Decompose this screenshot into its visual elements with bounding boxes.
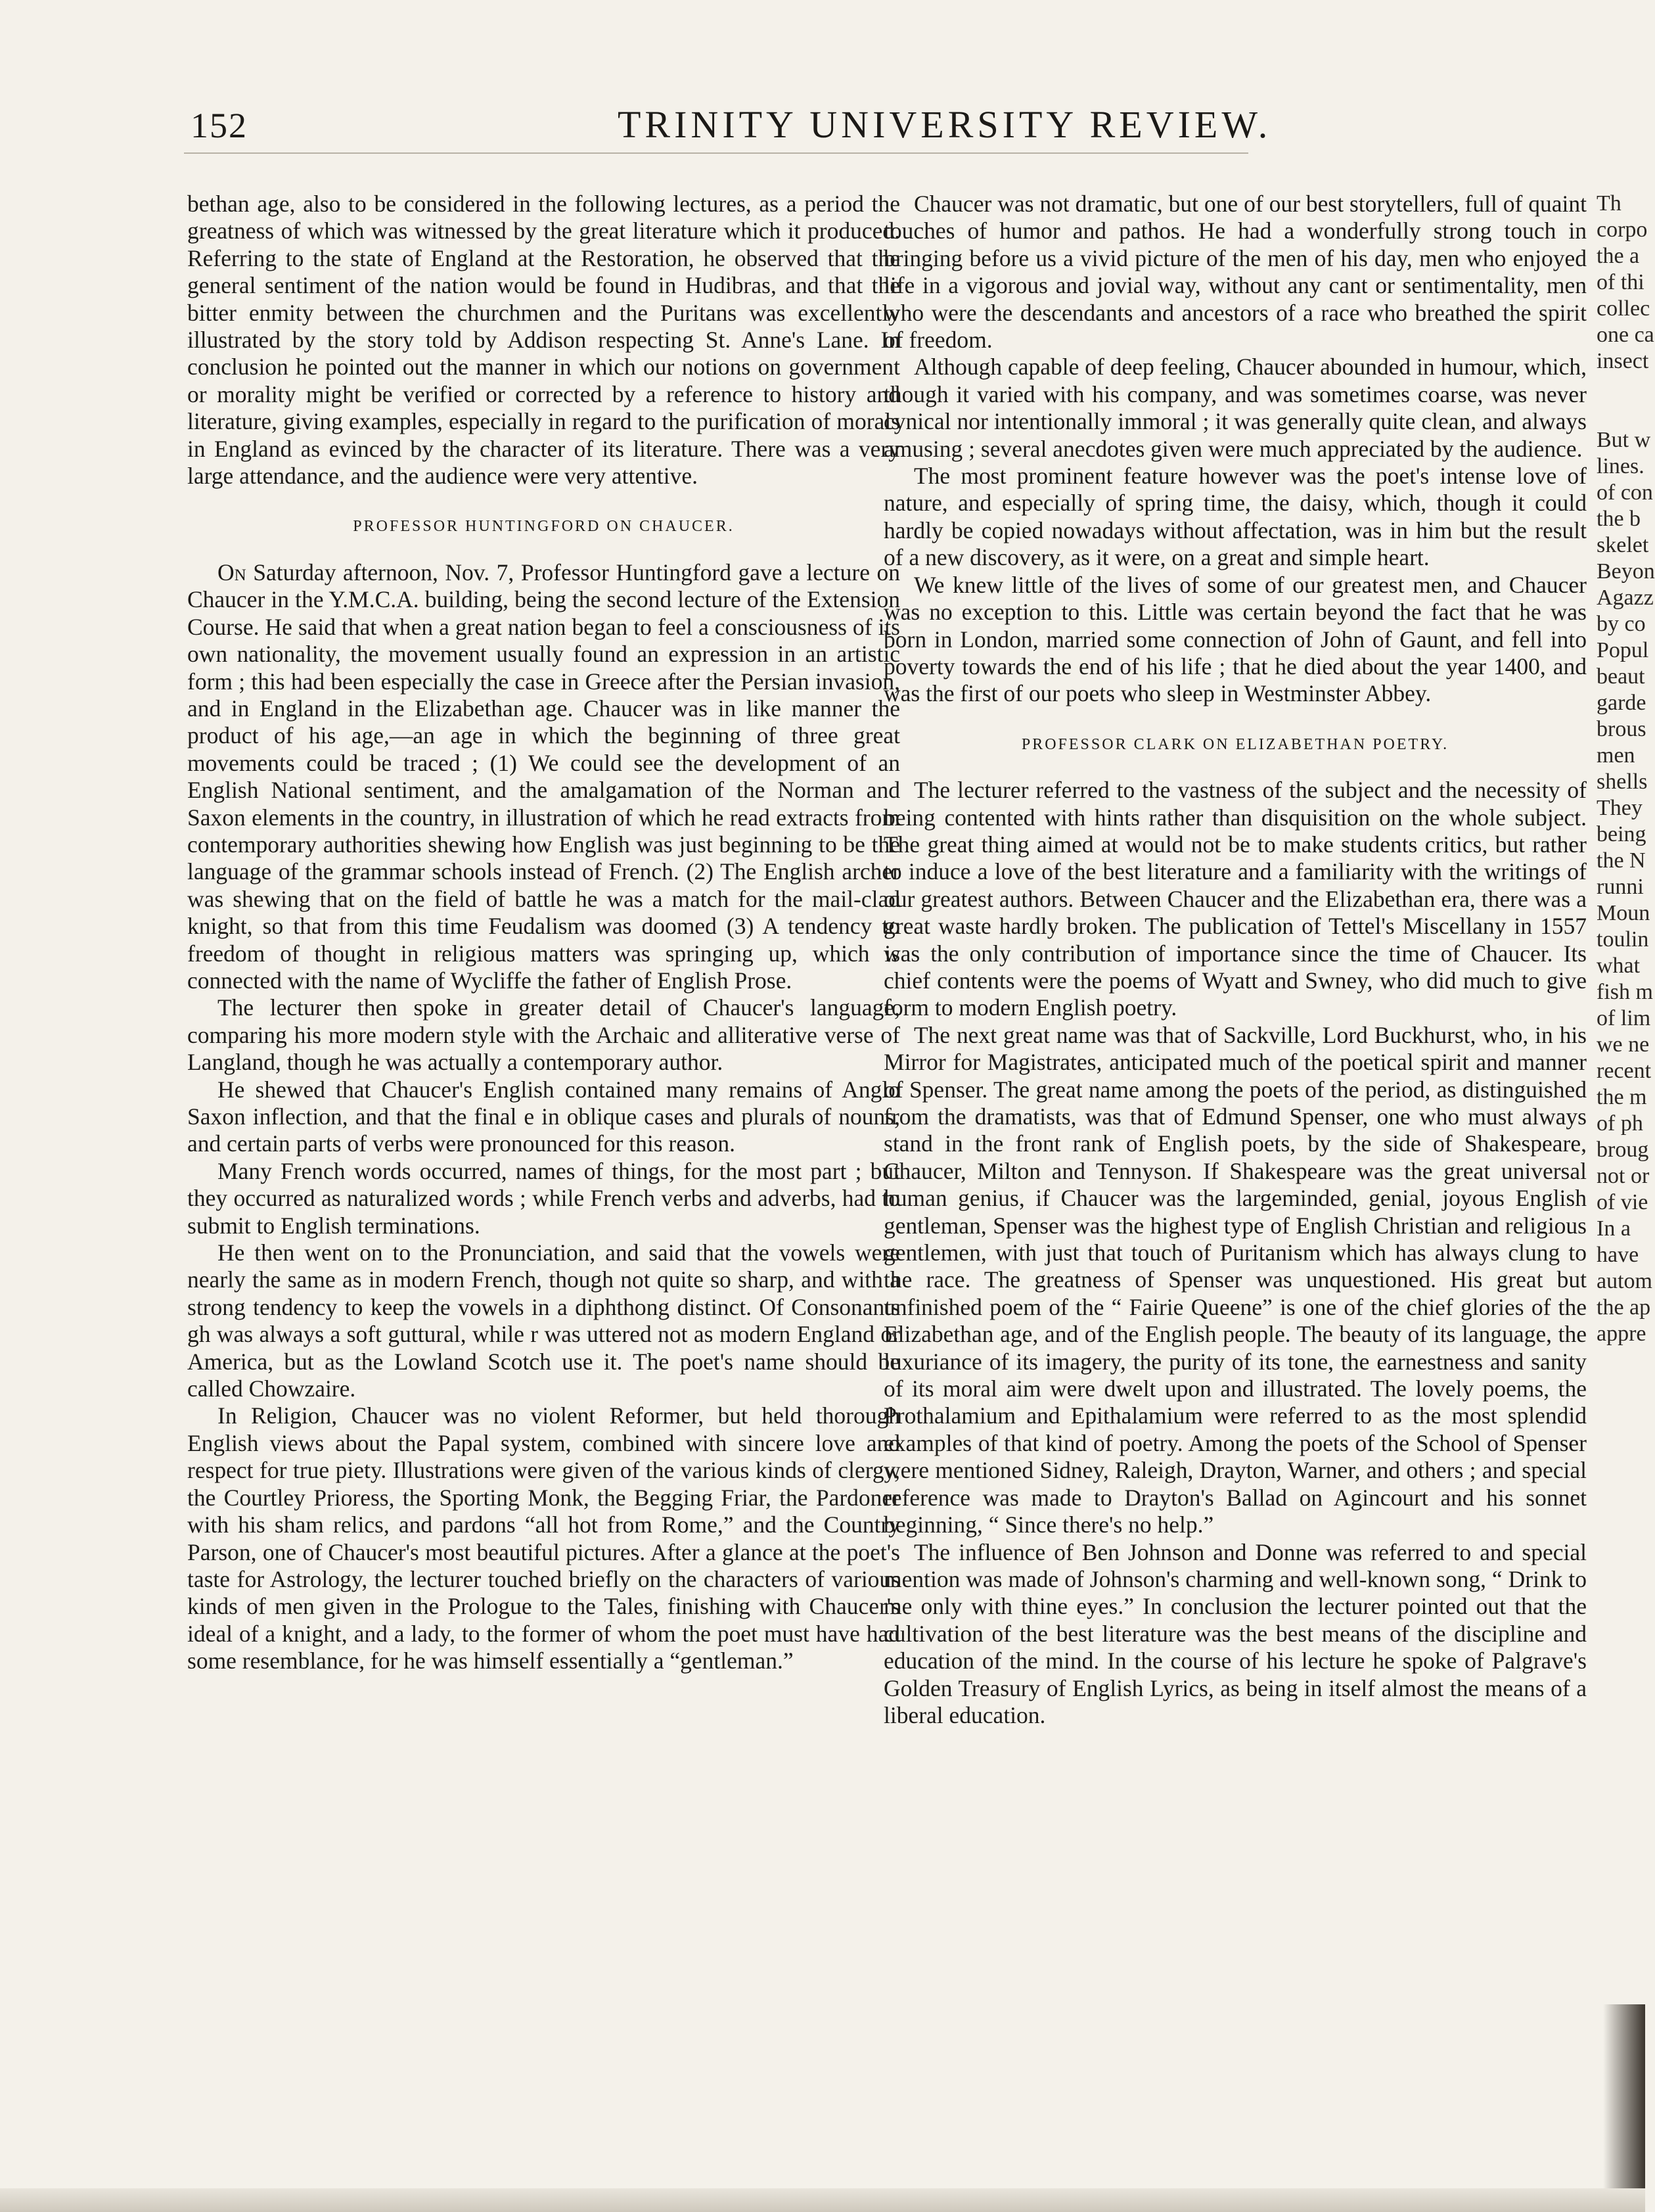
section-heading-clark: PROFESSOR CLARK ON ELIZABETHAN POETRY. [1021, 735, 1449, 753]
right-column [884, 191, 1587, 1729]
edge-fragment: toulin [1597, 927, 1649, 952]
page-edge-shadow [1603, 2004, 1645, 2188]
edge-fragment: of vie [1597, 1190, 1648, 1214]
edge-fragment: runni [1597, 875, 1644, 899]
edge-fragment: garde [1597, 691, 1646, 715]
edge-fragment: being [1597, 822, 1646, 846]
paragraph: He then went on to the Pronunciation, and said that the vowels were nearly the same as in modern French, though not quite so sharp, and with a strong tendency to keep the vowels in a diphthong distinct. Of Consonants gh was always a soft guttural, while r was uttered not as modern England or America, but as the Lowland Scotch use it. The poet's name should be called Chowzaire. [187, 1239, 900, 1402]
paragraph: The lecturer referred to the vastness of the subject and the necessity of being contented with hints rather than disquisition on the whole subject. The great thing aimed at would not be to make students critics, but rather to induce a love of the best literature and a familiarity with the writings of our greatest authors. Between Chaucer and the Elizabethan era, there was a great waste hardly broken. The publication of Tettel's Miscellany in 1557 was the only contribution of importance since the time of Chaucer. Its chief contents were the poems of Wyatt and Swney, who did much to give form to modern English poetry. [884, 777, 1587, 1021]
journal-title: TRINITY UNIVERSITY REVIEW. [618, 103, 1272, 146]
section-heading-huntingford: PROFESSOR HUNTINGFORD ON CHAUCER. [353, 518, 735, 536]
edge-fragment: the N [1597, 848, 1646, 873]
paragraph: Although capable of deep feeling, Chaucer abounded in humour, which, though it varied with his company, and was sometimes coarse, was never cynical nor intentionally immoral ; it was generally quite clean, and always amusing ; several anecdotes given were much appreciated by the audience. [884, 354, 1587, 462]
paragraph: bethan age, also to be considered in the following lectures, as a period the greatness of which was witnessed by the great literature which it produced. Referring to the state of England at the Restoration, he observed that the general sentiment of the nation would be found in Hudibras, and that the bitter enmity between the churchmen and the Puritans was excellently illustrated by the story told by Addison respecting St. Anne's Lane. In conclusion he pointed out the manner in which our notions on government or morality might be verified or corrected by a reference to history and literature, giving examples, especially in regard to the purification of morals in England as evinced by the character of its literature. There was a very large attendance, and the audience were very attentive. [187, 191, 900, 490]
lead-word: On [217, 559, 246, 586]
edge-fragment: have [1597, 1243, 1639, 1267]
edge-fragment: of ph [1597, 1111, 1643, 1136]
edge-fragment: autom [1597, 1269, 1652, 1293]
edge-fragment: corpo [1597, 218, 1648, 242]
paragraph: He shewed that Chaucer's English contained many remains of Anglo Saxon inflection, and that the final e in oblique cases and plurals of nouns, and certain parts of verbs were pronounced for this reason. [187, 1076, 900, 1157]
paragraph [187, 559, 900, 995]
edge-fragment: fish m [1597, 980, 1653, 1004]
edge-fragment: what [1597, 954, 1641, 978]
edge-fragment: the m [1597, 1085, 1647, 1109]
edge-fragment: broug [1597, 1138, 1649, 1162]
edge-fragment: Beyon [1597, 559, 1655, 584]
edge-fragment: recent [1597, 1059, 1652, 1083]
edge-fragment: In a [1597, 1216, 1631, 1241]
edge-fragment: appre [1597, 1322, 1646, 1346]
edge-fragment: skelet [1597, 533, 1649, 557]
edge-fragment: They [1597, 796, 1643, 820]
page-header [177, 99, 1272, 158]
edge-fragment [1597, 375, 1645, 401]
edge-fragment: the a [1597, 244, 1640, 268]
edge-fragment: lines. [1597, 454, 1644, 478]
edge-fragment [1597, 401, 1645, 427]
edge-fragment: But w [1597, 428, 1651, 452]
paragraph: Many French words occurred, names of things, for the most part ; but they occurred as naturalized words ; while French verbs and adverbs, had to submit to English terminations. [187, 1157, 900, 1239]
edge-fragment: Moun [1597, 901, 1650, 925]
edge-fragment: Th [1597, 191, 1621, 216]
paragraph: The next great name was that of Sackville, Lord Buckhurst, who, in his Mirror for Magistrates, anticipated much of the poetical spirit and manner of Spenser. The great name among the poets of the period, as distinguished from the dramatists, was that of Edmund Spenser, one who must always stand in the front rank of English poets, by the side of Shakespeare, Chaucer, Milton and Tennyson. If Shakespeare was the great universal human genius, if Chaucer was the largeminded, genial, joyous English gentleman, Spenser was the highest type of English Christian and religious gentlemen, with just that touch of Puritanism which has always clung to the race. The greatness of Spenser was unquestioned. His great but unfinished poem of the “ Fairie Queene” is one of the chief glories of the Elizabethan age, and of the English people. The beauty of its language, the luxuriance of its imagery, the purity of its tone, the earnestness and sanity of its moral aim were dwelt upon and illustrated. The lovely poems, the Prothalamium and Epithalamium were referred to as the most splendid examples of that kind of poetry. Among the poets of the School of Spenser were mentioned Sidney, Raleigh, Drayton, Warner, and others ; and special reference was made to Drayton's Ballad on Agincourt and his sonnet beginning, “ Since there's no help.” [884, 1021, 1587, 1538]
edge-fragment: Popul [1597, 638, 1649, 662]
edge-fragment: brous [1597, 717, 1646, 741]
edge-fragment: men [1597, 743, 1635, 768]
edge-fragment: insect [1597, 349, 1649, 373]
edge-fragment: not or [1597, 1164, 1650, 1188]
page-bottom-edge [0, 2188, 1645, 2212]
paragraph: We knew little of the lives of some of our greatest men, and Chaucer was no exception to this. Little was certain beyond the fact that he was born in London, married some connection of John of Gaunt, and fell into poverty towards the end of his life ; that he died about the year 1400, and was the first of our poets who sleep in Westminster Abbey. [884, 571, 1587, 707]
edge-fragment: Agazz [1597, 586, 1654, 610]
edge-fragment: the b [1597, 507, 1641, 531]
paragraph: The influence of Ben Johnson and Donne was referred to and special mention was made of Johnson's charming and well-known song, “ Drink to me only with thine eyes.” In conclusion the lecturer pointed out that the cultivation of the best literature was the best means of the discipline and education of the mind. In the course of his lecture he spoke of Palgrave's Golden Treasury of English Lyrics, as being in itself almost the means of a liberal education. [884, 1538, 1587, 1728]
edge-fragment: we ne [1597, 1032, 1650, 1057]
edge-fragment: shells [1597, 770, 1648, 794]
paragraph: Chaucer was not dramatic, but one of our best storytellers, full of quaint touches of humor and pathos. He had a wonderfully strong touch in bringing before us a vivid picture of the men of his day, men who enjoyed life in a vigorous and jovial way, without any cant or sentimentality, men who were the descendants and ancestors of a race who breathed the spirit of freedom. [884, 191, 1587, 354]
paragraph-text: Saturday afternoon, Nov. 7, Professor Huntingford gave a lecture on Chaucer in the Y.M.C.A. building, being the second lecture of the Extension Course. He said that when a great nation began to feel a consciousness of its own nationality, the movement usually found an expression in an artistic form ; this had been especially the case in Greece after the Persian invasion, and in England in the Elizabethan age. Chaucer was in like manner the product of his age,—an age in which the beginning of three great movements could be traced ; (1) We could see the development of an English National sentiment, and the amalgamation of the Norman and Saxon elements in the country, in illustration of which he read extracts from contemporary authorities shewing how English was just beginning to be the language of the grammar schools instead of French. (2) The English archer was shewing that on the field of battle he was a match for the mail-clad knight, so that from this time Feudalism was doomed (3) A tendency to freedom of thought in religious matters was springing up, which is connected with the name of Wycliffe the father of English Prose. [187, 559, 900, 994]
edge-fragment: of con [1597, 480, 1653, 505]
edge-fragment: of thi [1597, 270, 1644, 294]
paragraph: The most prominent feature however was the poet's intense love of nature, and especially of spring time, the daisy, which, though it could hardly be copied nowadays without affectation, was in him but the result of a new discovery, as it were, on a great and simple heart. [884, 463, 1587, 571]
edge-fragment: the ap [1597, 1295, 1651, 1320]
edge-fragment: beaut [1597, 664, 1645, 689]
adjacent-page-fragments [1597, 191, 1655, 2096]
left-column [187, 191, 900, 1675]
edge-fragment: one ca [1597, 323, 1654, 347]
paragraph: The lecturer then spoke in greater detail of Chaucer's language, comparing his more modern style with the Archaic and alliterative verse of Langland, though he was actually a contemporary author. [187, 994, 900, 1076]
paragraph: In Religion, Chaucer was no violent Reformer, but held thorough English views about the Papal system, combined with sincere love and respect for true piety. Illustrations were given of the various kinds of clergy, the Courtley Prioress, the Sporting Monk, the Begging Friar, the Pardoner with his sham relics, and pardons “all hot from Rome,” and the Country Parson, one of Chaucer's most beautiful pictures. After a glance at the poet's taste for Astrology, the lecturer touched briefly on the characters of various kinds of men given in the Prologue to the Tales, finishing with Chaucer's ideal of a knight, and a lady, to the former of whom the poet must have had some resemblance, for he was himself essentially a “gentleman.” [187, 1402, 900, 1674]
header-rule [184, 152, 1248, 154]
edge-fragment: collec [1597, 296, 1650, 321]
page-number: 152 [191, 106, 248, 145]
edge-fragment: by co [1597, 612, 1646, 636]
edge-fragment: of lim [1597, 1006, 1651, 1030]
